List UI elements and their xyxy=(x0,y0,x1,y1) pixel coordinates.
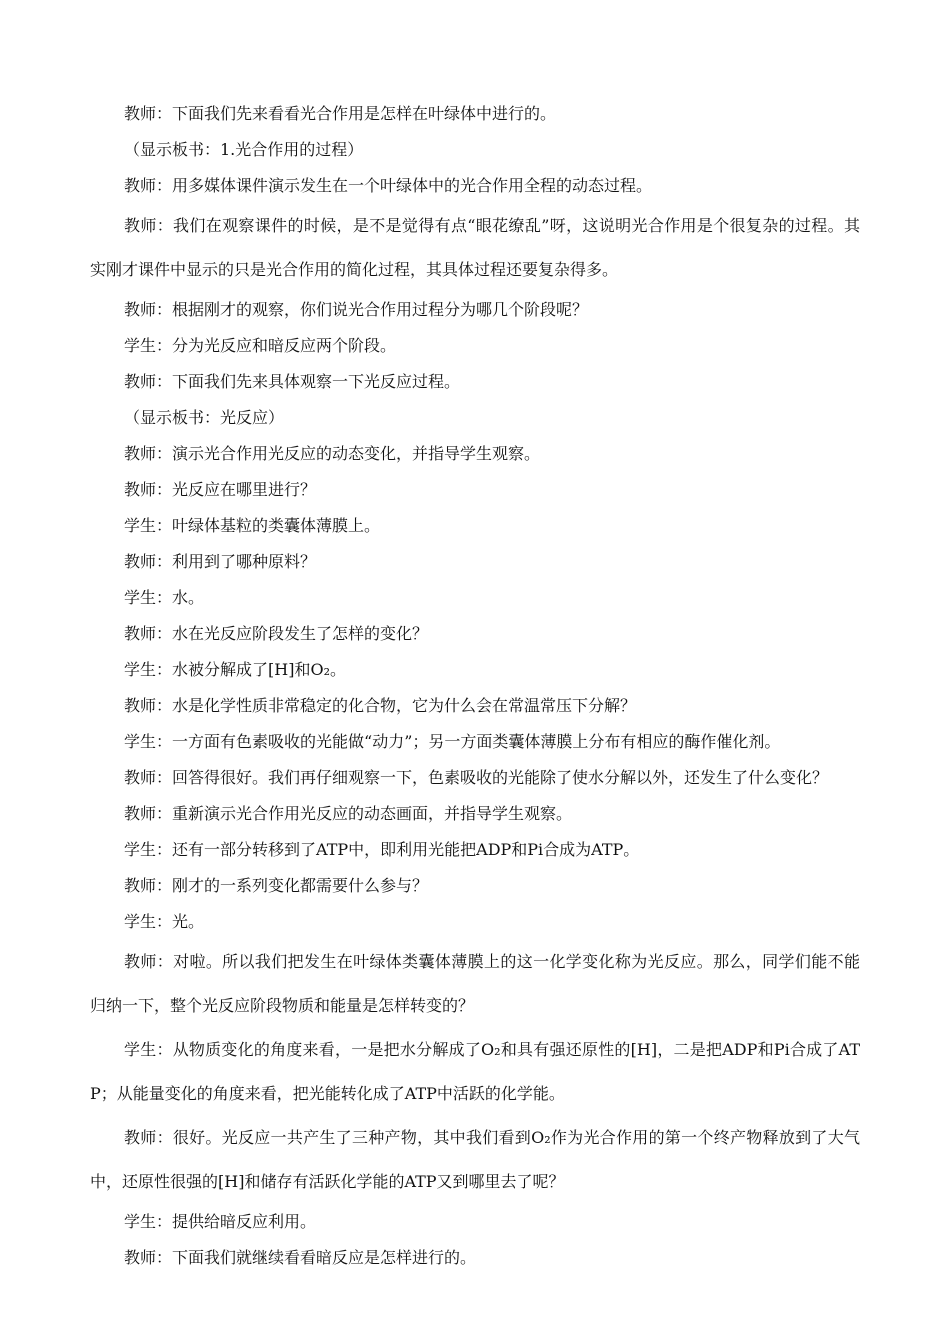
paragraph xyxy=(90,1240,860,1276)
paragraph xyxy=(90,580,860,616)
speaker: 教师： xyxy=(124,372,173,391)
paragraph-text: 重新演示光合作用光反应的动态画面，并指导学生观察。 xyxy=(172,804,573,823)
paragraph xyxy=(90,796,860,832)
paragraph-text: 叶绿体基粒的类囊体薄膜上。 xyxy=(172,516,381,535)
speaker: 学生： xyxy=(124,1212,173,1231)
paragraph-text: 下面我们就继续看看暗反应是怎样进行的。 xyxy=(172,1248,477,1267)
speaker: 学生： xyxy=(124,588,173,607)
speaker: 教师： xyxy=(124,444,173,463)
paragraph xyxy=(90,760,860,796)
paragraph xyxy=(90,868,860,904)
paragraph xyxy=(90,1116,860,1204)
paragraph-text: 水被分解成了[H]和O₂。 xyxy=(172,660,346,679)
paragraph xyxy=(90,904,860,940)
paragraph-text: 演示光合作用光反应的动态变化，并指导学生观察。 xyxy=(172,444,541,463)
speaker: 教师： xyxy=(124,624,173,643)
paragraph xyxy=(90,1204,860,1240)
speaker: 教师： xyxy=(124,552,173,571)
paragraph-text: 分为光反应和暗反应两个阶段。 xyxy=(172,336,397,355)
paragraph-text: 提供给暗反应利用。 xyxy=(172,1212,317,1231)
board-note xyxy=(90,132,860,168)
paragraph xyxy=(90,544,860,580)
paragraph xyxy=(90,328,860,364)
paragraph-text: 回答得很好。我们再仔细观察一下，色素吸收的光能除了使水分解以外，还发生了什么变化？ xyxy=(172,768,829,787)
paragraph xyxy=(90,168,860,204)
paragraph xyxy=(90,508,860,544)
speaker: 教师： xyxy=(124,104,173,123)
paragraph-text: 刚才的一系列变化都需要什么参与？ xyxy=(172,876,429,895)
paragraph-text: 下面我们先来具体观察一下光反应过程。 xyxy=(172,372,461,391)
paragraph-text: 一方面有色素吸收的光能做“动力”；另一方面类囊体薄膜上分布有相应的酶作催化剂。 xyxy=(172,732,781,751)
paragraph-text: 光反应在哪里进行？ xyxy=(172,480,317,499)
paragraph xyxy=(90,204,860,292)
paragraph xyxy=(90,616,860,652)
speaker: 教师： xyxy=(124,216,174,235)
speaker: 教师： xyxy=(124,1248,173,1267)
paragraph-text: （显示板书：光反应） xyxy=(124,408,285,427)
paragraph xyxy=(90,472,860,508)
paragraph-text: 从物质变化的角度来看，一是把水分解成了O₂和具有强还原性的[H]，二是把ADP和Pi合成了ATP；从能量变化的角度来看，把光能转化成了ATP中活跃的化学能。 xyxy=(90,1040,860,1103)
paragraph-text: 光。 xyxy=(172,912,205,931)
paragraph xyxy=(90,724,860,760)
paragraph-text: （显示板书：1.光合作用的过程） xyxy=(124,140,364,159)
paragraph-text: 根据刚才的观察，你们说光合作用过程分为哪几个阶段呢？ xyxy=(172,300,589,319)
paragraph-text: 我们在观察课件的时候，是不是觉得有点“眼花缭乱”呀，这说明光合作用是个很复杂的过程。其实刚才课件中显示的只是光合作用的简化过程，其具体过程还要复杂得多。 xyxy=(90,216,860,279)
paragraph-text: 水在光反应阶段发生了怎样的变化？ xyxy=(172,624,429,643)
paragraph xyxy=(90,364,860,400)
speaker: 教师： xyxy=(124,876,173,895)
speaker: 学生： xyxy=(124,516,173,535)
paragraph xyxy=(90,832,860,868)
paragraph xyxy=(90,688,860,724)
paragraph-text: 利用到了哪种原料？ xyxy=(172,552,317,571)
paragraph-text: 用多媒体课件演示发生在一个叶绿体中的光合作用全程的动态过程。 xyxy=(172,176,653,195)
speaker: 教师： xyxy=(124,1128,173,1147)
paragraph-text: 水是化学性质非常稳定的化合物，它为什么会在常温常压下分解？ xyxy=(172,696,637,715)
board-note xyxy=(90,400,860,436)
speaker: 教师： xyxy=(124,804,173,823)
paragraph xyxy=(90,436,860,472)
speaker: 教师： xyxy=(124,768,173,787)
paragraph-text: 下面我们先来看看光合作用是怎样在叶绿体中进行的。 xyxy=(172,104,557,123)
speaker: 学生： xyxy=(124,336,173,355)
speaker: 学生： xyxy=(124,660,173,679)
speaker: 学生： xyxy=(124,732,173,751)
paragraph xyxy=(90,652,860,688)
speaker: 教师： xyxy=(124,696,173,715)
paragraph xyxy=(90,1028,860,1116)
paragraph xyxy=(90,940,860,1028)
document-page xyxy=(90,96,860,1276)
speaker: 教师： xyxy=(124,176,173,195)
speaker: 教师： xyxy=(124,952,174,971)
paragraph-text: 对啦。所以我们把发生在叶绿体类囊体薄膜上的这一化学变化称为光反应。那么，同学们能不能归纳一下，整个光反应阶段物质和能量是怎样转变的？ xyxy=(90,952,860,1015)
paragraph-text: 水。 xyxy=(172,588,205,607)
paragraph xyxy=(90,292,860,328)
speaker: 教师： xyxy=(124,300,173,319)
speaker: 教师： xyxy=(124,480,173,499)
paragraph-text: 很好。光反应一共产生了三种产物，其中我们看到O₂作为光合作用的第一个终产物释放到了大气中，还原性很强的[H]和储存有活跃化学能的ATP又到哪里去了呢？ xyxy=(90,1128,860,1191)
speaker: 学生： xyxy=(124,1040,173,1059)
speaker: 学生： xyxy=(124,912,173,931)
paragraph xyxy=(90,96,860,132)
speaker: 学生： xyxy=(124,840,173,859)
paragraph-text: 还有一部分转移到了ATP中，即利用光能把ADP和Pi合成为ATP。 xyxy=(172,840,640,859)
